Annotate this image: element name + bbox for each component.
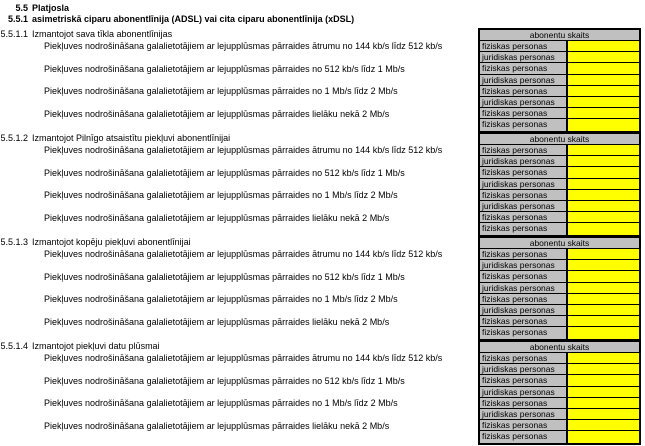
row-label: juridiskas personas [480,179,568,189]
heading-platjosla [0,3,69,13]
row-label: fiziskas personas [480,167,568,177]
section-heading [0,29,172,39]
value-cell[interactable] [568,294,639,304]
section-number: 5.5.1.1 [0,29,28,39]
table-row [480,409,639,420]
value-cell[interactable] [568,86,639,96]
table-row [480,316,639,327]
row-label: fiziskas personas [480,398,568,408]
speed-line: Piekļuves nodrošināšana galalietotājiem ar lejupplūsmas pārraides ātrumu no 144 kb/s līdz 512 kb/s [44,353,443,363]
value-cell[interactable] [568,305,639,315]
row-label: juridiskas personas [480,409,568,419]
table-row [480,271,639,282]
speed-line: Piekļuves nodrošināšana galalietotājiem ar lejupplūsmas pārraides lielāku nekā 2 Mb/s [44,108,390,119]
speed-line: Piekļuves nodrošināšana galalietotājiem ar lejupplūsmas pārraides no 512 kb/s līdz 1 Mb/s [44,167,405,178]
value-cell[interactable] [568,353,639,363]
table-row [480,108,639,119]
table-row [480,283,639,294]
value-cell[interactable] [568,316,639,326]
row-label: fiziskas personas [480,375,568,385]
speed-line: Piekļuves nodrošināšana galalietotājiem ar lejupplūsmas pārraides lielāku nekā 2 Mb/s [44,420,390,431]
table-header: abonentu skaits [480,134,639,145]
row-label: fiziskas personas [480,86,568,96]
value-cell[interactable] [568,52,639,62]
table-row [480,249,639,260]
table-row [480,190,639,201]
value-cell[interactable] [568,249,639,259]
row-label: fiziskas personas [480,420,568,430]
row-label: fiziskas personas [480,145,568,155]
table-row [480,305,639,316]
value-cell[interactable] [568,271,639,281]
row-label: fiziskas personas [480,41,568,51]
section-title: Izmantojot piekļuvi datu plūsmai [32,341,160,351]
value-cell[interactable] [568,108,639,118]
table-header: abonentu skaits [480,342,639,353]
table-row [480,327,639,338]
speed-line: Piekļuves nodrošināšana galalietotājiem ar lejupplūsmas pārraides lielāku nekā 2 Mb/s [44,212,390,223]
section-number: 5.5.1.2 [0,133,28,143]
section-5-5-1-3 [0,236,645,340]
value-cell[interactable] [568,63,639,73]
section-5-5-1-4 [0,340,645,444]
table-row [480,119,639,130]
row-label: fiziskas personas [480,327,568,338]
speed-line: Piekļuves nodrošināšana galalietotājiem ar lejupplūsmas pārraides ātrumu no 144 kb/s līdz 512 kb/s [44,41,443,51]
row-label: juridiskas personas [480,97,568,107]
row-label: fiziskas personas [480,249,568,259]
row-label: fiziskas personas [480,316,568,326]
table-row [480,223,639,234]
heading-adsl [0,14,354,24]
table-row [480,387,639,398]
speed-line: Piekļuves nodrošināšana galalietotājiem ar lejupplūsmas pārraides ātrumu no 144 kb/s līdz 512 kb/s [44,145,443,155]
value-cell[interactable] [568,190,639,200]
subscribers-table [478,132,641,237]
table-row [480,156,639,167]
speed-line: Piekļuves nodrošināšana galalietotājiem ar lejupplūsmas pārraides no 512 kb/s līdz 1 Mb/s [44,375,405,386]
subscribers-table [478,340,641,445]
section-5-5-1-1 [0,28,645,132]
row-label: juridiskas personas [480,364,568,374]
speed-line: Piekļuves nodrošināšana galalietotājiem ar lejupplūsmas pārraides ātrumu no 144 kb/s līdz 512 kb/s [44,249,443,259]
heading-label: asimetriskā ciparu abonentlīnija (ADSL) vai cita ciparu abonentlīnija (xDSL) [32,14,355,24]
table-row [480,212,639,223]
table-row [480,86,639,97]
section-title: Izmantojot Pilnīgo atsaistītu piekļuvi abonentlīnijai [32,133,231,143]
section-number: 5.5.1.4 [0,341,28,351]
row-label: fiziskas personas [480,271,568,281]
section-number: 5.5.1.3 [0,237,28,247]
row-label: fiziskas personas [480,353,568,363]
table-row [480,201,639,212]
value-cell[interactable] [568,145,639,155]
value-cell[interactable] [568,223,639,234]
table-row [480,41,639,52]
row-label: fiziskas personas [480,119,568,130]
value-cell[interactable] [568,156,639,166]
section-heading [0,133,230,143]
value-cell[interactable] [568,364,639,374]
speed-line: Piekļuves nodrošināšana galalietotājiem ar lejupplūsmas pārraides lielāku nekā 2 Mb/s [44,316,390,327]
speed-line: Piekļuves nodrošināšana galalietotājiem ar lejupplūsmas pārraides no 1 Mb/s līdz 2 Mb/s [44,190,398,200]
section-title: Izmantojot sava tīkla abonentlīnijas [32,29,173,39]
table-header: abonentu skaits [480,30,639,41]
table-row [480,375,639,386]
table-row [480,97,639,108]
table-row [480,353,639,364]
row-label: juridiskas personas [480,201,568,211]
table-row [480,260,639,271]
table-row [480,398,639,409]
value-cell[interactable] [568,283,639,293]
value-cell[interactable] [568,420,639,430]
row-label: fiziskas personas [480,431,568,442]
row-label: juridiskas personas [480,387,568,397]
speed-line: Piekļuves nodrošināšana galalietotājiem ar lejupplūsmas pārraides no 1 Mb/s līdz 2 Mb/s [44,398,398,408]
table-row [480,431,639,442]
value-cell[interactable] [568,327,639,338]
heading-label: Platjosla [32,3,70,13]
value-cell[interactable] [568,260,639,270]
speed-line: Piekļuves nodrošināšana galalietotājiem ar lejupplūsmas pārraides no 1 Mb/s līdz 2 Mb/s [44,86,398,96]
row-label: juridiskas personas [480,156,568,166]
value-cell[interactable] [568,75,639,85]
table-row [480,294,639,305]
row-label: juridiskas personas [480,305,568,315]
value-cell[interactable] [568,409,639,419]
row-label: fiziskas personas [480,294,568,304]
value-cell[interactable] [568,398,639,408]
speed-line: Piekļuves nodrošināšana galalietotājiem ar lejupplūsmas pārraides no 512 kb/s līdz 1 Mb/s [44,271,405,282]
table-row [480,420,639,431]
section-title: Izmantojot kopēju piekļuvi abonentlīnijai [32,237,191,247]
table-row [480,52,639,63]
value-cell[interactable] [568,375,639,385]
subscribers-table [478,236,641,341]
section-heading [0,237,191,247]
value-cell[interactable] [568,201,639,211]
row-label: fiziskas personas [480,212,568,222]
section-5-5-1-2 [0,132,645,236]
row-label: fiziskas personas [480,108,568,118]
value-cell[interactable] [568,431,639,442]
table-row [480,63,639,74]
value-cell[interactable] [568,167,639,177]
row-label: juridiskas personas [480,75,568,85]
value-cell[interactable] [568,179,639,189]
row-label: juridiskas personas [480,283,568,293]
heading-number: 5.5.1 [7,14,28,24]
speed-line: Piekļuves nodrošināšana galalietotājiem ar lejupplūsmas pārraides no 1 Mb/s līdz 2 Mb/s [44,294,398,304]
row-label: fiziskas personas [480,190,568,200]
heading-number: 5.5 [15,3,28,13]
row-label: fiziskas personas [480,223,568,234]
table-row [480,167,639,178]
section-heading [0,341,160,351]
value-cell[interactable] [568,97,639,107]
table-row [480,145,639,156]
table-row [480,179,639,190]
value-cell[interactable] [568,212,639,222]
value-cell[interactable] [568,387,639,397]
value-cell[interactable] [568,119,639,130]
table-row [480,75,639,86]
row-label: juridiskas personas [480,260,568,270]
subscribers-table [478,28,641,133]
table-row [480,364,639,375]
row-label: fiziskas personas [480,63,568,73]
row-label: juridiskas personas [480,52,568,62]
value-cell[interactable] [568,41,639,51]
speed-line: Piekļuves nodrošināšana galalietotājiem ar lejupplūsmas pārraides no 512 kb/s līdz 1 Mb/s [44,63,405,74]
table-header: abonentu skaits [480,238,639,249]
